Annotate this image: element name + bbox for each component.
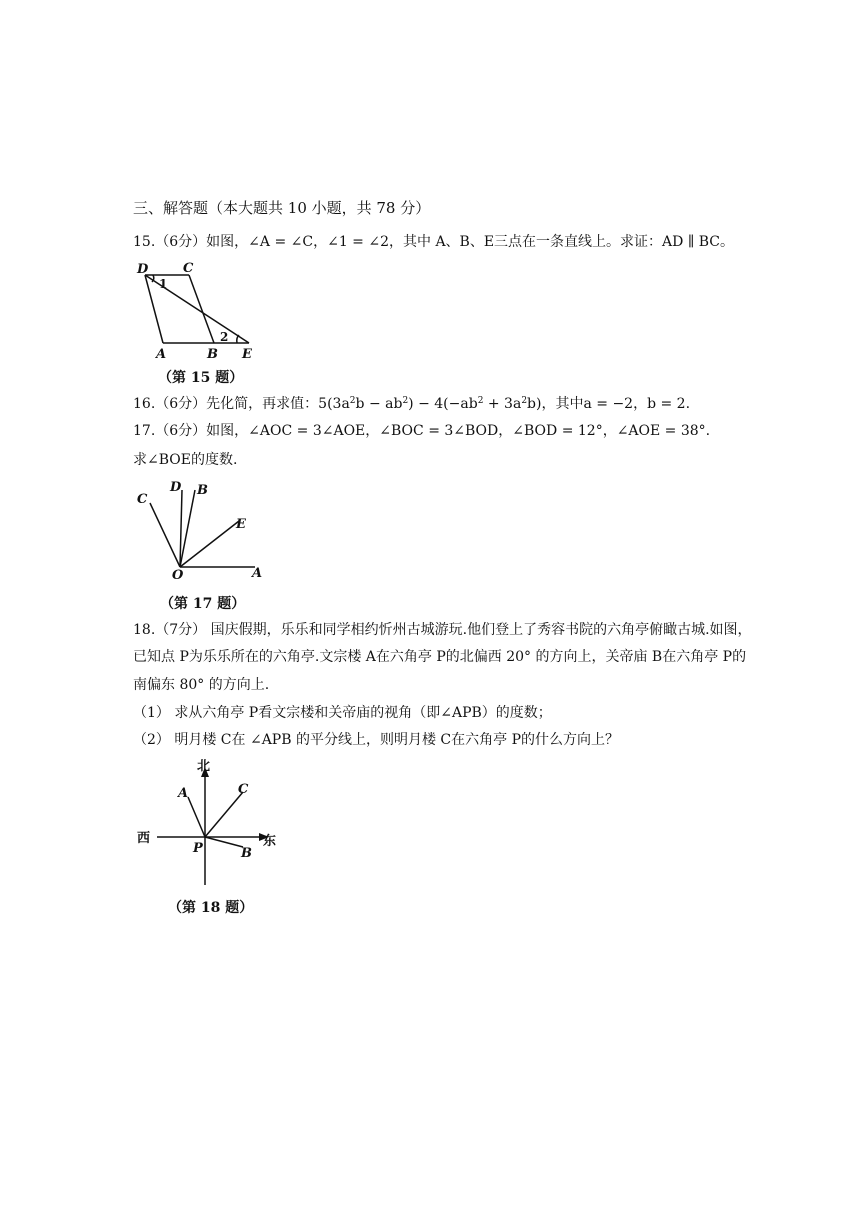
label-east: 东 [263,834,277,849]
label-e: E [242,347,252,362]
figure-15 [135,258,260,364]
label-b: B [207,347,218,362]
ray-oc [150,503,180,567]
caption-15: （第 15 题） [158,370,244,386]
label-d: D [137,262,149,277]
q16-sup-2: 2 [402,396,409,406]
label-b: B [241,846,252,861]
question-17-line-1: 17.（6分）如图，∠AOC = 3∠AOE，∠BOC = 3∠BOD，∠BOD = 12°，∠AOE = 38°. [133,423,711,439]
ray-pa [188,797,205,837]
label-c: C [183,261,194,276]
question-18-line-3: 南偏东 80° 的方向上. [133,677,270,693]
segment-cb [189,275,214,343]
caption-17: （第 17 题） [160,596,246,612]
question-16-text [133,395,690,413]
ray-oe [180,521,239,567]
label-d: D [170,480,182,495]
ray-pc [205,792,243,837]
question-17-line-2: 求∠BOE的度数. [133,452,238,468]
label-angle-2: 2 [220,330,229,344]
question-18-line-1: 18.（7分） 国庆假期，乐乐和同学相约忻州古城游玩.他们登上了秀容书院的六角亭俯瞰古城.如图， [133,622,752,638]
figure-17 [133,478,268,586]
section-heading: 三、解答题（本大题共 10 小题，共 78 分） [133,199,431,217]
label-a: A [156,347,167,362]
label-p: P [193,841,203,856]
q16-part-prefix: 16.（6分）先化简，再求值：5(3a [133,396,350,412]
q16-sup-1: 2 [349,396,356,406]
q16-sup-4: 2 [521,396,528,406]
q16-sup-3: 2 [477,396,484,406]
q16-part-1: b − ab [355,396,403,412]
label-b: B [197,483,208,498]
question-15-text: 15.（6分）如图，∠A = ∠C，∠1 = ∠2，其中 A、B、E三点在一条直线上。求证：AD ∥ BC。 [133,234,735,250]
figure-18 [133,755,283,890]
angle-1-arc [152,275,154,282]
q16-part-4: b)，其中a = −2，b = 2. [527,396,691,412]
q16-part-3: + 3a [483,396,522,412]
label-e: E [236,517,246,532]
q16-part-2: ) − 4(−ab [408,396,478,412]
label-c: C [137,492,148,507]
label-angle-1: 1 [159,277,168,291]
question-18-sub-1: （1） 求从六角亭 P看文宗楼和关帝庙的视角（即∠APB）的度数； [133,705,552,721]
label-west: 西 [137,831,151,846]
question-18-line-2: 已知点 P为乐乐所在的六角亭.文宗楼 A在六角亭 P的北偏西 20° 的方向上，关帝庙 B在六角亭 P的 [133,649,747,665]
question-18-sub-2: （2） 明月楼 C在 ∠APB 的平分线上，则明月楼 C在六角亭 P的什么方向上？ [133,732,619,748]
label-a: A [178,786,189,801]
label-c: C [238,782,249,797]
label-o: O [172,568,184,583]
label-a: A [252,566,263,581]
caption-18: （第 18 题） [168,900,254,916]
angle-2-arc [237,335,239,343]
label-north: 北 [197,759,211,774]
ray-pb [205,837,243,847]
